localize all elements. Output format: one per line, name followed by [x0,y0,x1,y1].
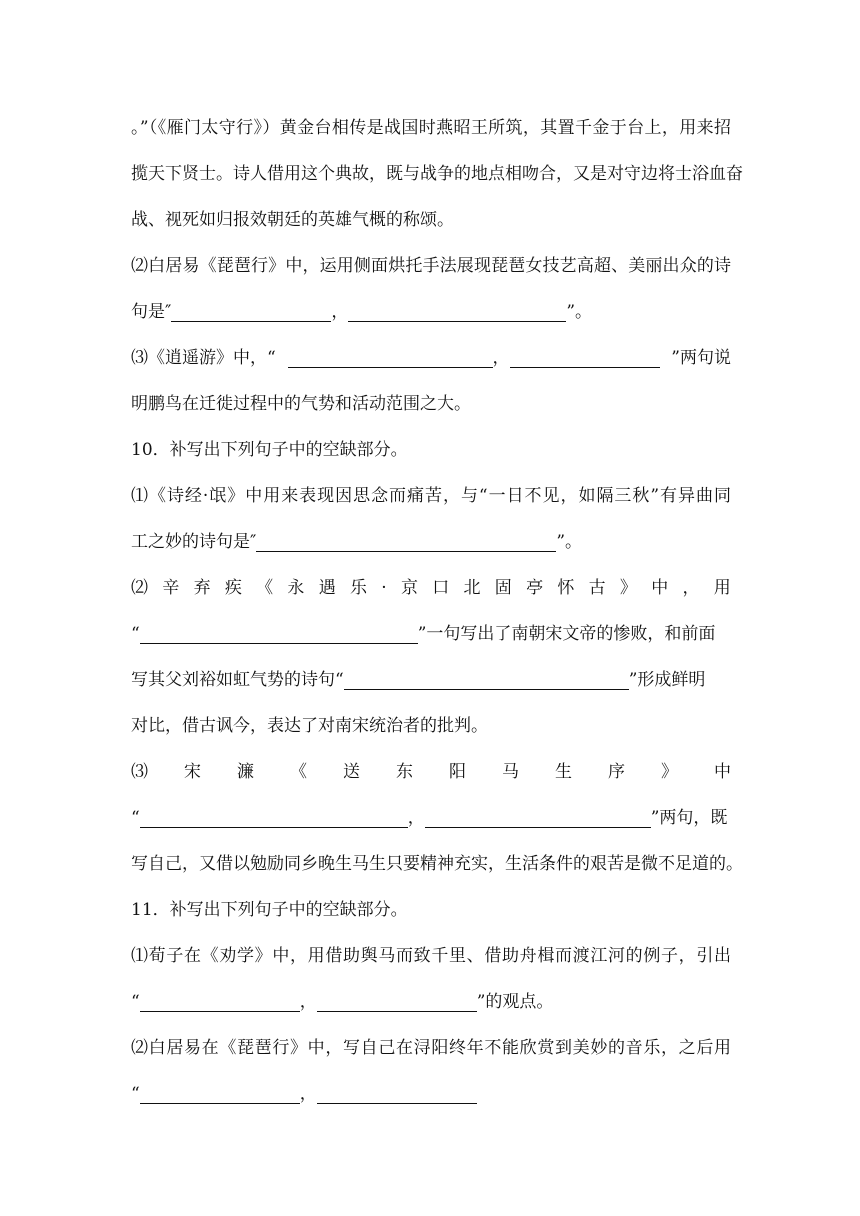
q11-part2-separator: ， [299,1084,317,1104]
q9-part3-line-1 [131,344,731,372]
q10-part2-char: 乐 [349,578,367,598]
q10-part3-open-quote: “ [131,808,140,828]
q11-part2-open-quote: “ [131,1084,140,1104]
q11-part1-line-1: ⑴荀子在《劝学》中，用借助舆马而致千里、借助舟楫而渡江河的例子，引出 [131,946,731,966]
answer-blank[interactable] [317,991,477,1012]
q10-part3-char: 马 [502,762,519,782]
answer-blank[interactable] [140,623,418,644]
q10-part2-char: 用 [713,578,731,598]
q10-part3-char: 东 [396,762,413,782]
q9-part3-prefix: ⑶《逍遥游》中，“ [131,348,276,368]
q11-part1-open-quote: “ [131,992,140,1012]
q9-part3-separator: ， [492,348,510,368]
answer-blank[interactable] [348,301,566,322]
answer-blank[interactable] [171,301,331,322]
q10-part2-char: 》 [619,578,637,598]
q10-part1-line-2 [131,528,731,556]
q10-part3-line-3: 写自己，又借以勉励同乡晚生马生只要精神充实，生活条件的艰苦是微不足道的。 [131,854,743,874]
q10-part2-char: 遇 [318,578,336,598]
q10-part2-line-4: 对比，借古讽今，表达了对南宋统治者的批判。 [131,716,488,736]
q10-part2-line-1 [131,574,731,602]
q9-text-line-2: 揽天下贤士。诗人借用这个典故，既与战争的地点相吻合，又是对守边将士浴血奋 [131,164,743,184]
q11-part1-suffix: ”的观点。 [476,992,554,1012]
q10-part3-char: 送 [343,762,360,782]
q10-part2-char: ， [682,578,700,598]
answer-blank[interactable] [140,991,300,1012]
q10-part2-char: 北 [463,578,481,598]
answer-blank[interactable] [344,669,629,690]
q10-part3-char: 》 [661,762,678,782]
q10-part3-line-2 [131,804,731,832]
q10-part2-text: ”一句写出了南朝宋文帝的惨败，和前面 [417,624,716,644]
q10-part2-char: 口 [432,578,450,598]
q10-part2-char: 永 [287,578,305,598]
q10-part2-char: 《 [256,578,274,598]
q10-part3-char: 阳 [449,762,466,782]
q10-part1-prefix: 工之妙的诗句是″ [131,532,257,552]
answer-blank[interactable] [140,1083,300,1104]
q10-part3-char: 中 [714,762,731,782]
q9-part3-suffix: ”两句说 [671,348,731,368]
q10-part2-char: 古 [588,578,606,598]
q10-part2-char: ⑵ [131,578,148,598]
answer-blank[interactable] [510,347,660,368]
q10-part2-char: 京 [400,578,418,598]
q10-part2-text-pre: 写其父刘裕如虹气势的诗句“ [131,670,344,690]
q10-part3-suffix: ”两句，既 [650,808,728,828]
q10-part2-char: 固 [494,578,512,598]
answer-blank[interactable] [140,807,408,828]
q10-part2-char: 亭 [526,578,544,598]
q10-title: 10．补写出下列句子中的空缺部分。 [131,440,408,460]
q10-part3-char: 《 [290,762,307,782]
q10-part2-char: 中 [651,578,669,598]
q9-part2-line-2 [131,298,731,326]
q11-part1-line-2 [131,988,731,1016]
q10-part2-open-quote: “ [131,624,140,644]
answer-blank[interactable] [288,347,493,368]
q10-part3-char: 生 [555,762,572,782]
q10-part2-char: · [381,578,387,598]
q9-part2-prefix: 句是″ [131,302,172,322]
q10-part1-line-1: ⑴《诗经·氓》中用来表现因思念而痛苦，与“一日不见，如隔三秋”有异曲同 [131,486,731,506]
q11-part2-line-2 [131,1080,731,1108]
q9-text-line-3: 战、视死如归报效朝廷的英雄气概的称颂。 [131,210,454,230]
q10-part3-char: 宋 [184,762,201,782]
q9-part2-line-1: ⑵白居易《琵琶行》中，运用侧面烘托手法展现琵琶女技艺高超、美丽出众的诗 [131,256,731,276]
answer-blank[interactable] [317,1083,477,1104]
q10-part3-char: ⑶ [131,762,148,782]
q10-part1-suffix: ”。 [556,532,583,552]
q10-part2-line-3 [131,666,731,694]
q9-part3-line-2: 明鹏鸟在迁徙过程中的气势和活动范围之大。 [131,394,471,414]
q10-part2-char: 疾 [224,578,242,598]
q10-part2-char: 弃 [193,578,211,598]
q10-part2-line-2 [131,620,731,648]
q9-part2-separator: ， [331,302,349,322]
answer-blank[interactable] [256,531,556,552]
q10-part2-char: 辛 [162,578,180,598]
q10-part2-char: 怀 [557,578,575,598]
q9-text-line-1: 。”（《雁门太守行》）黄金台相传是战国时燕昭王所筑，其置千金于台上，用来招 [131,118,731,138]
q10-part2-text-post: ”形成鲜明 [628,670,706,690]
q11-title: 11．补写出下列句子中的空缺部分。 [131,900,408,920]
answer-blank[interactable] [425,807,651,828]
q11-part1-separator: ， [299,992,317,1012]
q11-part2-line-1: ⑵白居易在《琵琶行》中，写自己在浔阳终年不能欣赏到美妙的音乐，之后用 [131,1038,731,1058]
q10-part3-char: 序 [608,762,625,782]
q9-part2-suffix: ”。 [566,302,593,322]
q10-part3-char: 濂 [237,762,254,782]
q10-part3-line-1 [131,758,731,786]
q10-part3-separator: ， [407,808,425,828]
